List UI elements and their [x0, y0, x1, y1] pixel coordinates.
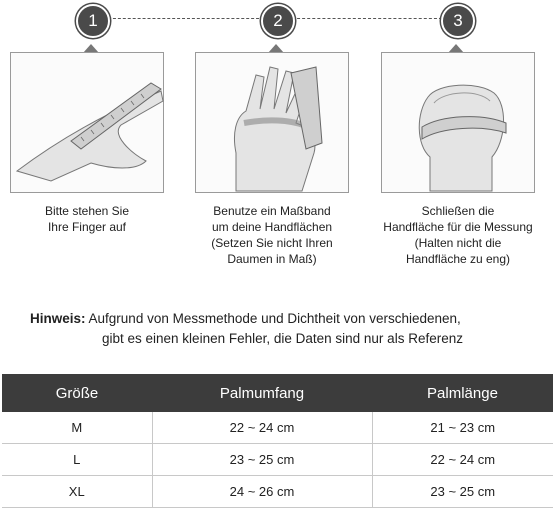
- circumference-cell: 24 ~ 26 cm: [152, 476, 372, 508]
- hint-text-line-1: Aufgrund von Messmethode und Dichtheit von verschiedenen,: [88, 311, 461, 326]
- hand-palm-measure-illustration: [196, 53, 350, 194]
- size-table: [2, 374, 553, 508]
- table-row: [2, 476, 553, 508]
- length-cell: 22 ~ 24 cm: [372, 444, 553, 476]
- hint-note: [30, 309, 530, 349]
- caption-line: Handfläche zu eng): [405, 252, 511, 266]
- header-palm-length: Palmlänge: [372, 374, 553, 412]
- length-cell: 21 ~ 23 cm: [372, 412, 553, 444]
- caption-line: Daumen in Maß): [227, 252, 317, 266]
- step-2-caption: [195, 203, 349, 267]
- step-3-illustration: [381, 52, 535, 193]
- caption-line: Bitte stehen Sie: [44, 204, 130, 218]
- caption-line: (Setzen Sie nicht Ihren: [211, 236, 333, 250]
- step-number-1: 1: [76, 4, 110, 38]
- step-connector: [108, 18, 264, 19]
- header-palm-circumference: Palmumfang: [152, 374, 372, 412]
- hand-flat-measure-illustration: [11, 53, 165, 194]
- caption-line: um deine Handflächen: [211, 220, 333, 234]
- step-number-2: 2: [261, 4, 295, 38]
- hint-label: Hinweis:: [30, 311, 86, 326]
- caption-line: Schließen die: [421, 204, 495, 218]
- caption-line: Ihre Finger auf: [47, 220, 127, 234]
- step-1-caption: [10, 203, 164, 235]
- hint-text-line-2: gibt es einen kleinen Fehler, die Daten sind nur als Referenz: [102, 331, 463, 346]
- table-header-row: [2, 374, 553, 412]
- size-cell: M: [2, 412, 152, 444]
- table-row: [2, 444, 553, 476]
- fist-measure-illustration: [382, 53, 536, 194]
- circumference-cell: 22 ~ 24 cm: [152, 412, 372, 444]
- circumference-cell: 23 ~ 25 cm: [152, 444, 372, 476]
- caption-line: Benutze ein Maßband: [213, 204, 331, 218]
- header-size: Größe: [2, 374, 152, 412]
- size-cell: L: [2, 444, 152, 476]
- size-cell: XL: [2, 476, 152, 508]
- step-connector: [292, 18, 442, 19]
- length-cell: 23 ~ 25 cm: [372, 476, 553, 508]
- step-3-caption: [371, 203, 545, 267]
- step-1-illustration: [10, 52, 164, 193]
- caption-line: (Halten nicht die: [414, 236, 502, 250]
- step-2-illustration: [195, 52, 349, 193]
- table-row: [2, 412, 553, 444]
- caption-line: Handfläche für die Messung: [383, 220, 533, 234]
- step-number-3: 3: [441, 4, 475, 38]
